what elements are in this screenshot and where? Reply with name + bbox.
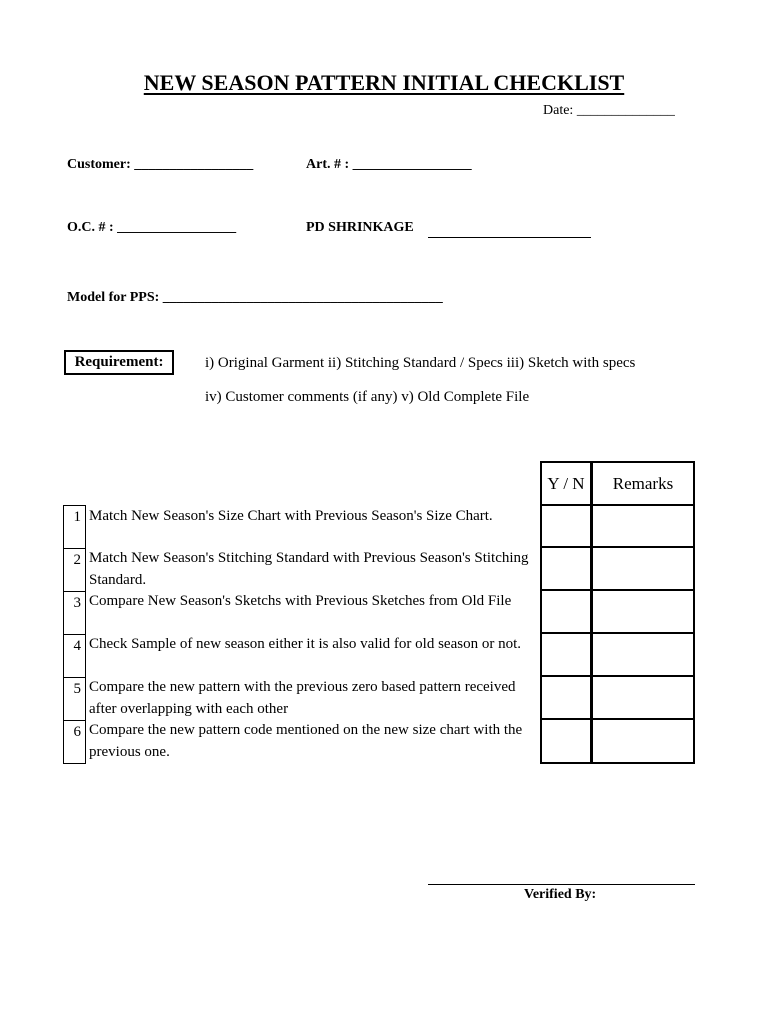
row-number: 6 — [63, 720, 86, 764]
row-number: 2 — [63, 548, 86, 591]
signature-line[interactable] — [428, 884, 695, 885]
checklist-item: Match New Season's Stitching Standard with Previous Season's Stitching Standard. — [89, 550, 529, 588]
model-for-pps-field[interactable]: Model for PPS: ________________________________________ — [67, 290, 443, 305]
yn-cell[interactable] — [540, 505, 592, 548]
yn-cell[interactable] — [540, 591, 592, 634]
yn-cell[interactable] — [540, 720, 592, 764]
checklist-item: Compare the new pattern with the previous zero based pattern received after overlapping with each other — [89, 679, 516, 717]
pd-shrinkage-label: PD SHRINKAGE — [306, 220, 414, 235]
remarks-header: Remarks — [591, 461, 695, 506]
checklist-item: Match New Season's Size Chart with Previous Season's Size Chart. — [89, 508, 493, 524]
checklist-item: Check Sample of new season either it is also valid for old season or not. — [89, 636, 521, 652]
row-number: 1 — [63, 505, 86, 548]
art-number-field[interactable]: Art. # : _________________ — [306, 157, 472, 172]
yn-cell[interactable] — [540, 634, 592, 677]
checklist-item: Compare the new pattern code mentioned on the new size chart with the previous one. — [89, 722, 523, 760]
requirement-line-1: i) Original Garment ii) Stitching Standard / Specs iii) Sketch with specs — [205, 355, 636, 371]
remarks-cell[interactable] — [591, 634, 695, 677]
remarks-cell[interactable] — [591, 591, 695, 634]
row-number: 3 — [63, 591, 86, 634]
page-title: NEW SEASON PATTERN INITIAL CHECKLIST — [143, 70, 625, 95]
yn-cell[interactable] — [540, 548, 592, 591]
oc-number-field[interactable]: O.C. # : _________________ — [67, 220, 237, 235]
remarks-cell[interactable] — [591, 720, 695, 764]
remarks-cell[interactable] — [591, 505, 695, 548]
row-number: 5 — [63, 677, 86, 720]
remarks-cell[interactable] — [591, 677, 695, 720]
pd-shrinkage-line[interactable] — [428, 237, 591, 238]
row-number: 4 — [63, 634, 86, 677]
requirement-line-2: iv) Customer comments (if any) v) Old Complete File — [205, 389, 530, 405]
customer-field[interactable]: Customer: _________________ — [67, 157, 254, 172]
verified-by-label: Verified By: — [524, 887, 597, 902]
yn-cell[interactable] — [540, 677, 592, 720]
checklist-item: Compare New Season's Sketchs with Previous Sketches from Old File — [89, 593, 512, 609]
requirement-label: Requirement: — [64, 350, 174, 375]
yn-header: Y / N — [540, 461, 592, 506]
remarks-cell[interactable] — [591, 548, 695, 591]
date-field[interactable]: Date: ______________ — [543, 103, 675, 118]
